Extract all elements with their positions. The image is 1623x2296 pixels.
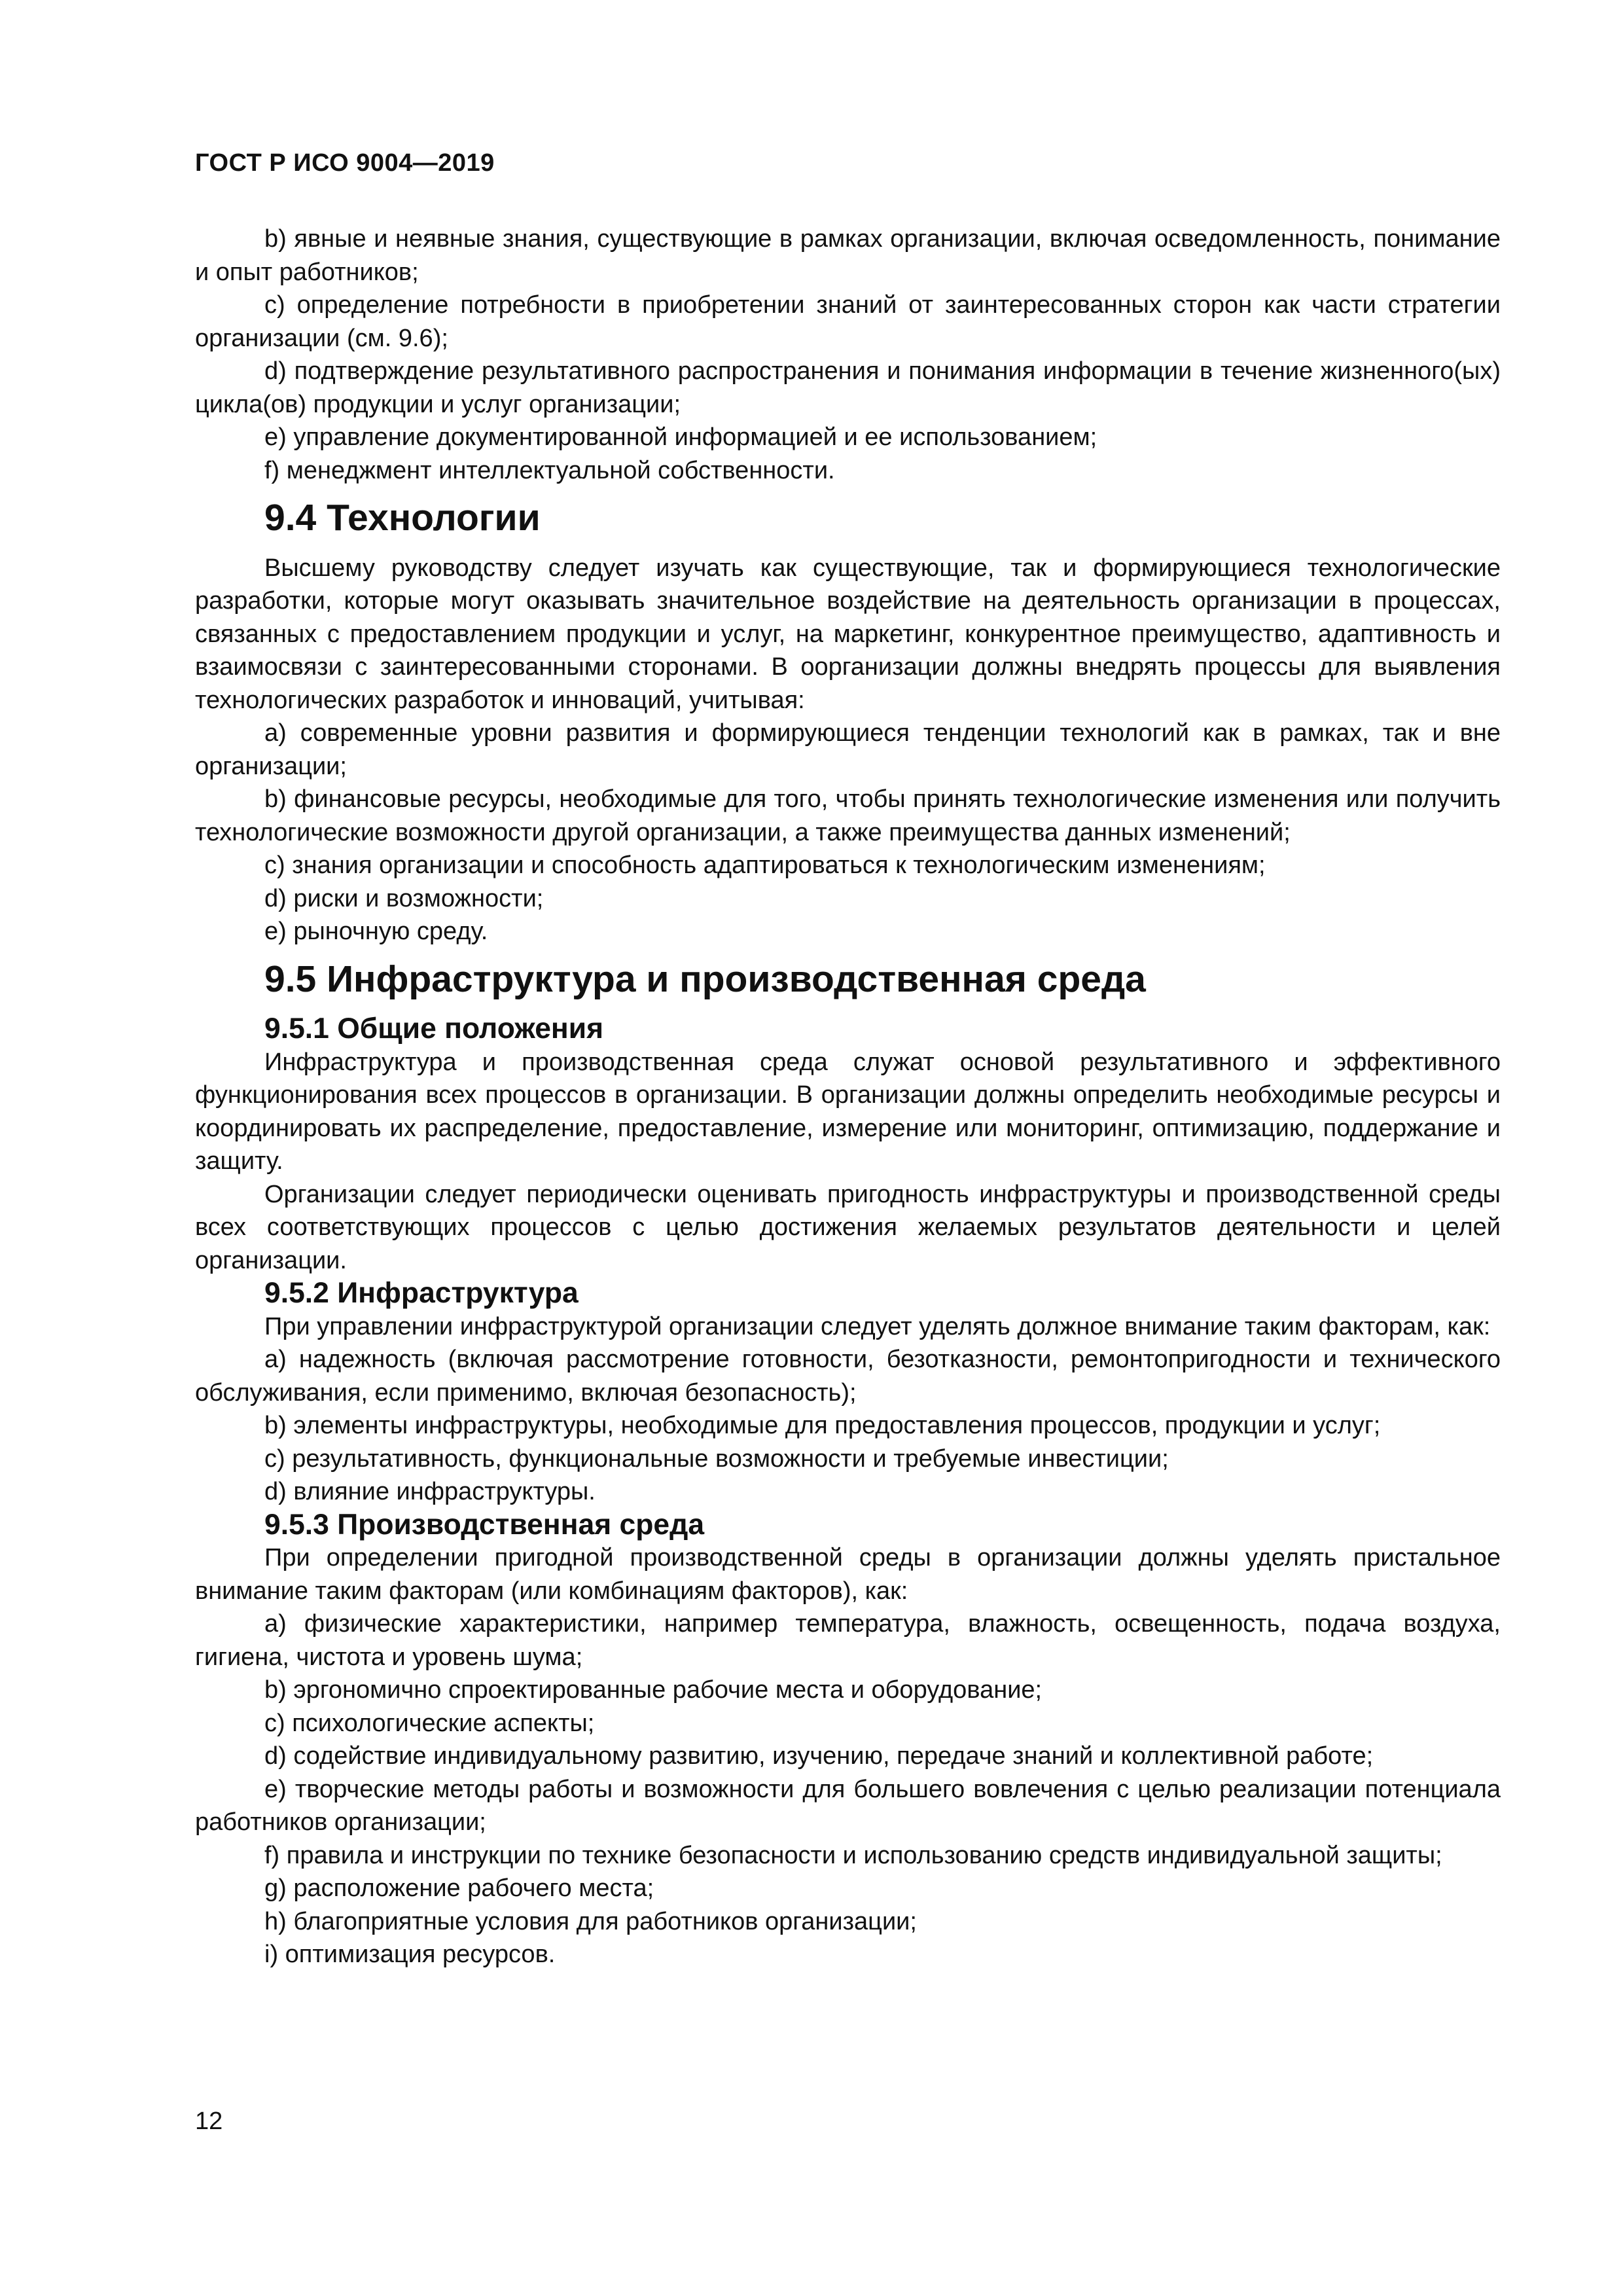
list-item: a) современные уровни развития и формирующиеся тенденции технологий как в рамках, так и вне организации; [195, 719, 1501, 780]
page-number: 12 [195, 2108, 223, 2135]
document-body [195, 223, 1501, 1971]
paragraph: При управлении инфраструктурой организации следует уделять должное внимание таким факторам, как: [264, 1312, 1491, 1340]
list-item: e) творческие методы работы и возможности для большего вовлечения с целью реализации потенциала работников организации; [195, 1775, 1501, 1836]
list-item: d) риски и возможности; [264, 884, 544, 912]
paragraph: Организации следует периодически оценивать пригодность инфраструктуры и производственной среды всех соответствующих процессов с целью достижения желаемых результатов деятельности и целей организации. [195, 1180, 1501, 1274]
list-item: g) расположение рабочего места; [264, 1874, 654, 1902]
list-item: c) определение потребности в приобретении знаний от заинтересованных сторон как части стратегии организации (см. 9.6); [195, 291, 1501, 352]
list-item: b) эргономично спроектированные рабочие места и оборудование; [264, 1676, 1043, 1704]
list-item: f) менеджмент интеллектуальной собственности. [264, 456, 835, 484]
list-item: a) надежность (включая рассмотрение готовности, безотказности, ремонтопригодности и технического обслуживания, если применимо, включая безопасность); [195, 1346, 1501, 1407]
list-item: b) финансовые ресурсы, необходимые для того, чтобы принять технологические изменения или получить технологические возможности другой организации, а также преимущества данных изменений; [195, 785, 1501, 846]
list-item: b) явные и неявные знания, существующие в рамках организации, включая осведомленность, понимание и опыт работников; [195, 225, 1501, 286]
list-item: f) правила и инструкции по технике безопасности и использованию средств индивидуальной защиты; [264, 1841, 1442, 1869]
list-item: c) результативность, функциональные возможности и требуемые инвестиции; [264, 1444, 1169, 1473]
subsection-heading-9-5-3: 9.5.3 Производственная среда [264, 1508, 705, 1541]
list-item: d) влияние инфраструктуры. [264, 1478, 596, 1505]
document-code-header: ГОСТ Р ИСО 9004—2019 [195, 149, 495, 177]
list-item: d) подтверждение результативного распространения и понимания информации в течение жизненного(ых) цикла(ов) продукции и услуг организации; [195, 357, 1501, 418]
list-item: e) рыночную среду. [264, 918, 488, 945]
list-item: i) оптимизация ресурсов. [264, 1941, 556, 1968]
list-item: c) психологические аспекты; [264, 1709, 595, 1737]
subsection-heading-9-5-1: 9.5.1 Общие положения [264, 1013, 604, 1045]
list-item: h) благоприятные условия для работников организации; [264, 1907, 917, 1935]
list-item: b) элементы инфраструктуры, необходимые для предоставления процессов, продукции и услуг; [264, 1412, 1381, 1439]
paragraph: При определении пригодной производственной среды в организации должны уделять пристальное внимание таким факторам (или комбинациям факторов), как: [195, 1544, 1501, 1605]
subsection-heading-9-5-2: 9.5.2 Инфраструктура [264, 1277, 579, 1309]
paragraph: Высшему руководству следует изучать как существующие, так и формирующиеся технологические разработки, которые могут оказывать значительное воздействие на деятельность организации в процессах, связанных с предоставлением продукции и услуг, на маркетинг, конкурентное преимущество, адаптивность и взаимосвязи с заинтересованными сторонами. В оорганизации должны внедрять процессы для выявления технологических разработок и инноваций, учитывая: [195, 554, 1501, 714]
list-item: d) содействие индивидуальному развитию, изучению, передаче знаний и коллективной работе; [264, 1742, 1374, 1770]
list-item: e) управление документированной информацией и ее использованием; [264, 423, 1097, 451]
paragraph: Инфраструктура и производственная среда служат основой результативного и эффективного функционирования всех процессов в организации. В организации должны определить необходимые ресурсы и координировать их распределение, предоставление, измерение или мониторинг, оптимизацию, поддержание и защиту. [195, 1048, 1501, 1175]
section-heading-9-4: 9.4 Технологии [264, 497, 541, 539]
section-heading-9-5: 9.5 Инфраструктура и производственная среда [264, 958, 1146, 1000]
list-item: c) знания организации и способность адаптироваться к технологическим изменениям; [264, 852, 1266, 879]
list-item: a) физические характеристики, например температура, влажность, освещенность, подача воздуха, гигиена, чистота и уровень шума; [195, 1610, 1501, 1671]
